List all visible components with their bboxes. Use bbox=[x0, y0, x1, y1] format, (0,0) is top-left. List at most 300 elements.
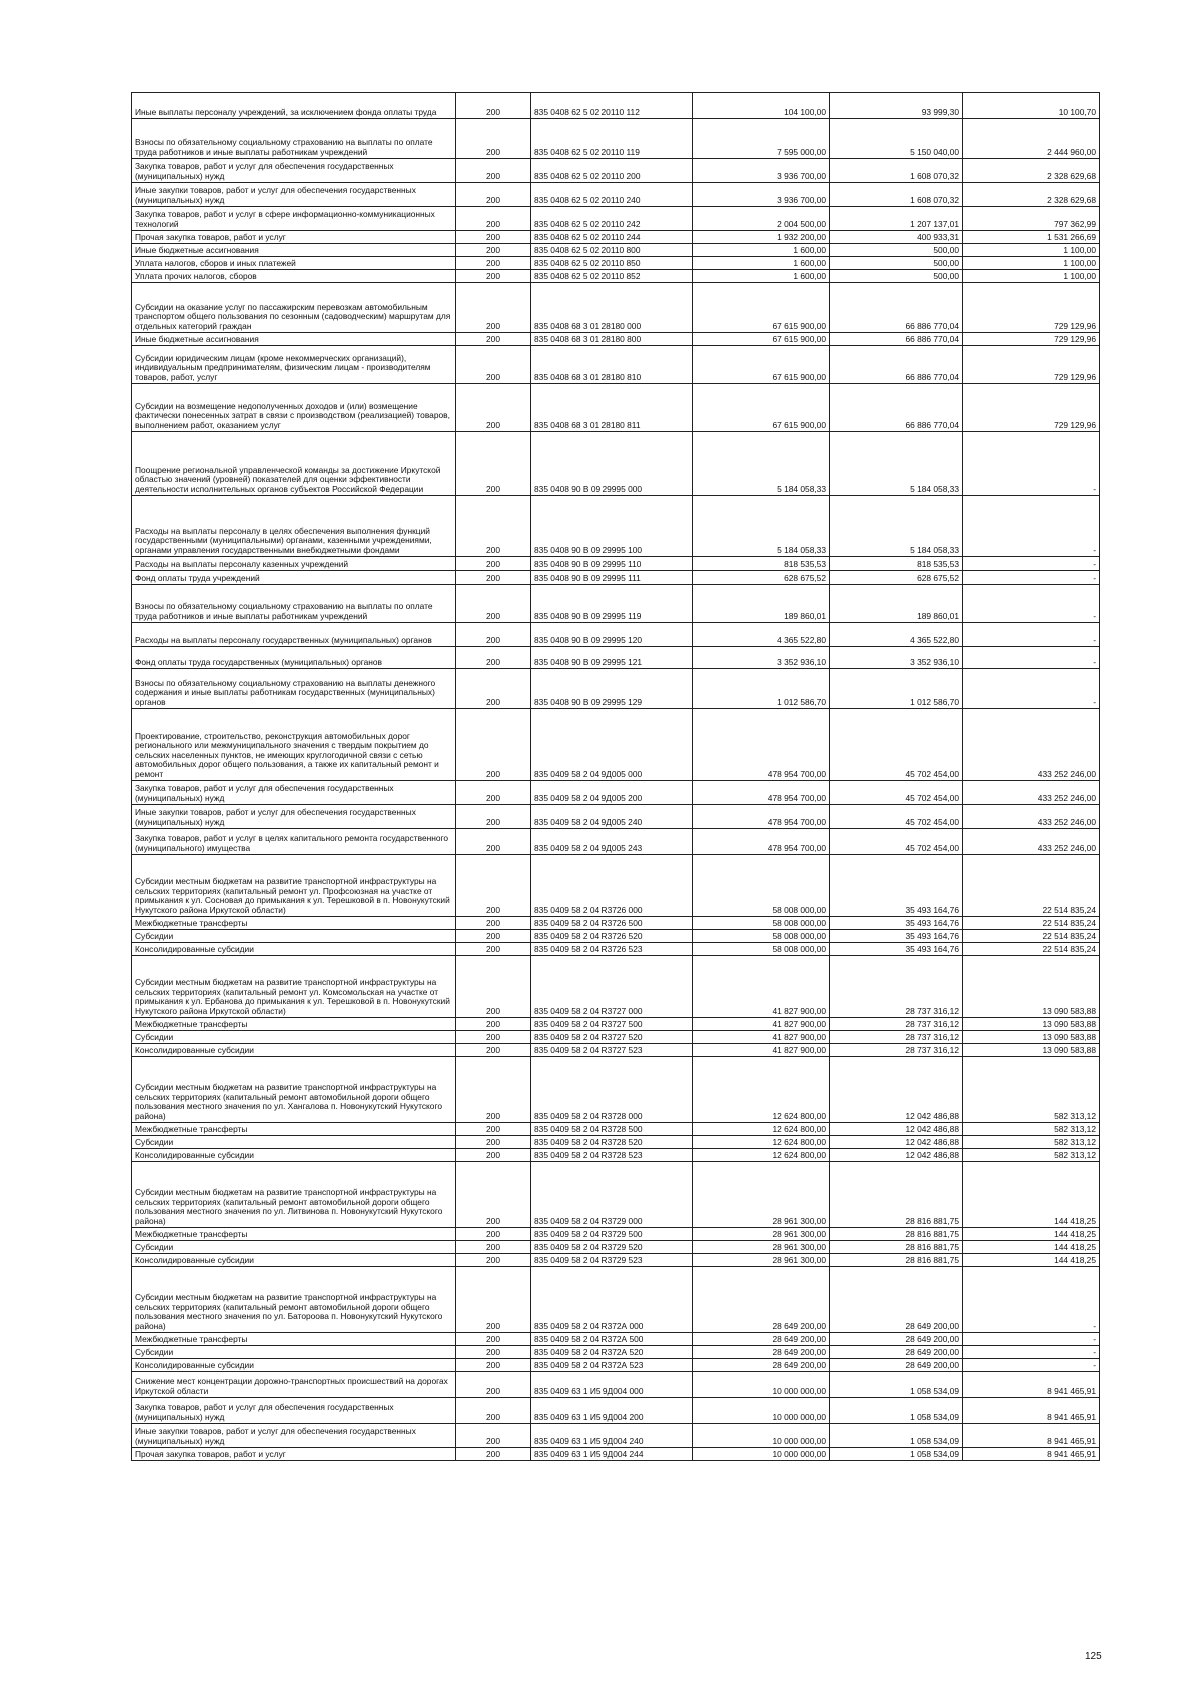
row-code-cell: 200 bbox=[456, 384, 531, 432]
row-planned-amount-cell: 4 365 522,80 bbox=[693, 623, 830, 647]
row-code-cell: 200 bbox=[456, 805, 531, 829]
row-unexecuted-amount-cell: 729 129,96 bbox=[963, 346, 1100, 384]
row-executed-amount-cell: 28 737 316,12 bbox=[830, 1018, 963, 1031]
table-row bbox=[132, 930, 1100, 943]
row-planned-amount-cell: 3 936 700,00 bbox=[693, 183, 830, 207]
row-name-cell: Субсидии bbox=[132, 930, 456, 943]
row-executed-amount-cell: 400 933,31 bbox=[830, 231, 963, 244]
table-row bbox=[132, 1057, 1100, 1123]
row-name-cell: Фонд оплаты труда учреждений bbox=[132, 571, 456, 585]
row-executed-amount-cell: 1 207 137,01 bbox=[830, 207, 963, 231]
row-unexecuted-amount-cell: 144 418,25 bbox=[963, 1241, 1100, 1254]
row-executed-amount-cell: 28 737 316,12 bbox=[830, 956, 963, 1018]
table-row bbox=[132, 623, 1100, 647]
row-executed-amount-cell: 12 042 486,88 bbox=[830, 1057, 963, 1123]
row-planned-amount-cell: 28 649 200,00 bbox=[693, 1333, 830, 1346]
table-row bbox=[132, 943, 1100, 956]
row-unexecuted-amount-cell: - bbox=[963, 623, 1100, 647]
row-kbk-cell: 835 0408 68 3 01 28180 800 bbox=[531, 333, 693, 346]
row-planned-amount-cell: 3 352 936,10 bbox=[693, 647, 830, 669]
table-row bbox=[132, 1346, 1100, 1359]
row-name-cell: Прочая закупка товаров, работ и услуг bbox=[132, 1448, 456, 1461]
row-name-cell: Уплата налогов, сборов и иных платежей bbox=[132, 257, 456, 270]
row-code-cell: 200 bbox=[456, 647, 531, 669]
row-planned-amount-cell: 10 000 000,00 bbox=[693, 1448, 830, 1461]
row-unexecuted-amount-cell: 433 252 246,00 bbox=[963, 709, 1100, 781]
row-executed-amount-cell: 1 012 586,70 bbox=[830, 669, 963, 709]
table-row bbox=[132, 1228, 1100, 1241]
table-row bbox=[132, 781, 1100, 805]
row-name-cell: Иные бюджетные ассигнования bbox=[132, 244, 456, 257]
table-row bbox=[132, 709, 1100, 781]
row-kbk-cell: 835 0408 62 5 02 20110 244 bbox=[531, 231, 693, 244]
table-row bbox=[132, 571, 1100, 585]
row-code-cell: 200 bbox=[456, 244, 531, 257]
row-kbk-cell: 835 0408 62 5 02 20110 112 bbox=[531, 93, 693, 119]
row-executed-amount-cell: 28 816 881,75 bbox=[830, 1254, 963, 1267]
row-kbk-cell: 835 0409 58 2 04 9Д005 243 bbox=[531, 829, 693, 855]
row-name-cell: Консолидированные субсидии bbox=[132, 1254, 456, 1267]
row-unexecuted-amount-cell: 22 514 835,24 bbox=[963, 930, 1100, 943]
row-executed-amount-cell: 28 649 200,00 bbox=[830, 1267, 963, 1333]
row-planned-amount-cell: 41 827 900,00 bbox=[693, 1018, 830, 1031]
row-kbk-cell: 835 0408 90 В 09 29995 110 bbox=[531, 557, 693, 571]
row-kbk-cell: 835 0409 58 2 04 R3727 500 bbox=[531, 1018, 693, 1031]
row-unexecuted-amount-cell: 144 418,25 bbox=[963, 1162, 1100, 1228]
row-unexecuted-amount-cell: 2 328 629,68 bbox=[963, 159, 1100, 183]
row-code-cell: 200 bbox=[456, 1149, 531, 1162]
row-executed-amount-cell: 45 702 454,00 bbox=[830, 709, 963, 781]
row-unexecuted-amount-cell: 8 941 465,91 bbox=[963, 1398, 1100, 1424]
row-executed-amount-cell: 818 535,53 bbox=[830, 557, 963, 571]
table-row bbox=[132, 346, 1100, 384]
row-executed-amount-cell: 12 042 486,88 bbox=[830, 1136, 963, 1149]
row-planned-amount-cell: 28 649 200,00 bbox=[693, 1267, 830, 1333]
row-code-cell: 200 bbox=[456, 432, 531, 496]
row-planned-amount-cell: 478 954 700,00 bbox=[693, 709, 830, 781]
row-planned-amount-cell: 10 000 000,00 bbox=[693, 1424, 830, 1448]
row-unexecuted-amount-cell: 8 941 465,91 bbox=[963, 1448, 1100, 1461]
row-name-cell: Взносы по обязательному социальному страхованию на выплаты по оплате труда работников и иные выплаты работникам учреждений bbox=[132, 119, 456, 159]
row-unexecuted-amount-cell: - bbox=[963, 496, 1100, 557]
table-row bbox=[132, 1018, 1100, 1031]
row-kbk-cell: 835 0409 58 2 04 R3729 520 bbox=[531, 1241, 693, 1254]
row-name-cell: Межбюджетные трансферты bbox=[132, 1123, 456, 1136]
row-kbk-cell: 835 0409 58 2 04 R3728 520 bbox=[531, 1136, 693, 1149]
row-name-cell: Субсидии bbox=[132, 1136, 456, 1149]
row-planned-amount-cell: 28 961 300,00 bbox=[693, 1162, 830, 1228]
table-row bbox=[132, 496, 1100, 557]
row-planned-amount-cell: 58 008 000,00 bbox=[693, 930, 830, 943]
row-name-cell: Закупка товаров, работ и услуг в сфере информационно-коммуникационных технологий bbox=[132, 207, 456, 231]
row-name-cell: Иные выплаты персоналу учреждений, за исключением фонда оплаты труда bbox=[132, 93, 456, 119]
row-executed-amount-cell: 35 493 164,76 bbox=[830, 855, 963, 917]
row-unexecuted-amount-cell: 729 129,96 bbox=[963, 333, 1100, 346]
budget-table-body bbox=[132, 93, 1100, 1461]
table-row bbox=[132, 1424, 1100, 1448]
row-name-cell: Консолидированные субсидии bbox=[132, 1044, 456, 1057]
row-code-cell: 200 bbox=[456, 829, 531, 855]
row-kbk-cell: 835 0408 68 3 01 28180 811 bbox=[531, 384, 693, 432]
row-code-cell: 200 bbox=[456, 270, 531, 283]
row-executed-amount-cell: 28 649 200,00 bbox=[830, 1333, 963, 1346]
row-code-cell: 200 bbox=[456, 1057, 531, 1123]
row-code-cell: 200 bbox=[456, 119, 531, 159]
row-code-cell: 200 bbox=[456, 93, 531, 119]
row-unexecuted-amount-cell: - bbox=[963, 1267, 1100, 1333]
row-executed-amount-cell: 189 860,01 bbox=[830, 585, 963, 623]
row-executed-amount-cell: 500,00 bbox=[830, 257, 963, 270]
row-code-cell: 200 bbox=[456, 956, 531, 1018]
row-code-cell: 200 bbox=[456, 231, 531, 244]
row-planned-amount-cell: 10 000 000,00 bbox=[693, 1398, 830, 1424]
row-planned-amount-cell: 478 954 700,00 bbox=[693, 829, 830, 855]
row-name-cell: Расходы на выплаты персоналу в целях обеспечения выполнения функций государственными (муниципальными) органами, казенными учреждениями, органами управления государственными внебюджетными фондами bbox=[132, 496, 456, 557]
table-row bbox=[132, 1123, 1100, 1136]
row-unexecuted-amount-cell: 1 100,00 bbox=[963, 257, 1100, 270]
row-code-cell: 200 bbox=[456, 571, 531, 585]
row-code-cell: 200 bbox=[456, 930, 531, 943]
row-code-cell: 200 bbox=[456, 917, 531, 930]
row-kbk-cell: 835 0408 62 5 02 20110 800 bbox=[531, 244, 693, 257]
table-row bbox=[132, 557, 1100, 571]
table-row bbox=[132, 1359, 1100, 1372]
table-row bbox=[132, 855, 1100, 917]
row-name-cell: Межбюджетные трансферты bbox=[132, 1228, 456, 1241]
row-code-cell: 200 bbox=[456, 159, 531, 183]
row-name-cell: Субсидии на возмещение недополученных доходов и (или) возмещение фактически понесенных затрат в связи с производством (реализацией) товаров, выполнением работ, оказанием услуг bbox=[132, 384, 456, 432]
row-planned-amount-cell: 12 624 800,00 bbox=[693, 1149, 830, 1162]
row-unexecuted-amount-cell: 582 313,12 bbox=[963, 1149, 1100, 1162]
row-unexecuted-amount-cell: - bbox=[963, 1359, 1100, 1372]
row-kbk-cell: 835 0408 62 5 02 20110 119 bbox=[531, 119, 693, 159]
row-planned-amount-cell: 818 535,53 bbox=[693, 557, 830, 571]
row-planned-amount-cell: 28 961 300,00 bbox=[693, 1241, 830, 1254]
row-planned-amount-cell: 1 600,00 bbox=[693, 270, 830, 283]
table-row bbox=[132, 270, 1100, 283]
row-name-cell: Фонд оплаты труда государственных (муниципальных) органов bbox=[132, 647, 456, 669]
row-name-cell: Взносы по обязательному социальному страхованию на выплаты денежного содержания и иные выплаты работникам государственных (муниципальных) органов bbox=[132, 669, 456, 709]
row-name-cell: Поощрение региональной управленческой команды за достижение Иркутской областью значений (уровней) показателей для оценки эффективности деятельности исполнительных органов субъектов Российской Федерации bbox=[132, 432, 456, 496]
row-kbk-cell: 835 0409 58 2 04 R3726 523 bbox=[531, 943, 693, 956]
row-planned-amount-cell: 7 595 000,00 bbox=[693, 119, 830, 159]
row-executed-amount-cell: 500,00 bbox=[830, 244, 963, 257]
row-unexecuted-amount-cell: - bbox=[963, 571, 1100, 585]
row-name-cell: Иные закупки товаров, работ и услуг для обеспечения государственных (муниципальных) нужд bbox=[132, 805, 456, 829]
row-name-cell: Консолидированные субсидии bbox=[132, 1359, 456, 1372]
row-unexecuted-amount-cell: 582 313,12 bbox=[963, 1057, 1100, 1123]
row-name-cell: Взносы по обязательному социальному страхованию на выплаты по оплате труда работников и иные выплаты работникам учреждений bbox=[132, 585, 456, 623]
table-row bbox=[132, 1162, 1100, 1228]
row-executed-amount-cell: 28 737 316,12 bbox=[830, 1044, 963, 1057]
table-row bbox=[132, 207, 1100, 231]
table-row bbox=[132, 159, 1100, 183]
row-code-cell: 200 bbox=[456, 1044, 531, 1057]
row-code-cell: 200 bbox=[456, 943, 531, 956]
row-unexecuted-amount-cell: 13 090 583,88 bbox=[963, 1018, 1100, 1031]
row-name-cell: Субсидии юридическим лицам (кроме некоммерческих организаций), индивидуальным предпринимателям, физическим лицам - производителям товаров, работ, услуг bbox=[132, 346, 456, 384]
row-planned-amount-cell: 478 954 700,00 bbox=[693, 781, 830, 805]
row-kbk-cell: 835 0409 58 2 04 R3726 520 bbox=[531, 930, 693, 943]
row-planned-amount-cell: 10 000 000,00 bbox=[693, 1372, 830, 1398]
row-planned-amount-cell: 104 100,00 bbox=[693, 93, 830, 119]
row-unexecuted-amount-cell: 13 090 583,88 bbox=[963, 1031, 1100, 1044]
row-unexecuted-amount-cell: 1 100,00 bbox=[963, 244, 1100, 257]
row-name-cell: Субсидии bbox=[132, 1241, 456, 1254]
row-kbk-cell: 835 0409 58 2 04 R372А 520 bbox=[531, 1346, 693, 1359]
row-name-cell: Проектирование, строительство, реконструкция автомобильных дорог регионального или межмуниципального значения с твердым покрытием до сельских населенных пунктов, не имеющих круглогодичной связи с сетью автомобильных дорог общего пользования, а также их капитальный ремонт и ремонт bbox=[132, 709, 456, 781]
row-code-cell: 200 bbox=[456, 1372, 531, 1398]
row-name-cell: Субсидии местным бюджетам на развитие транспортной инфраструктуры на сельских территориях (капитальный ремонт ул. Комсомольская на участке от примыкания к ул. Ербанова до примыкания к ул. Терешковой в п. Новонукутский Нукутского района Иркутской области) bbox=[132, 956, 456, 1018]
row-kbk-cell: 835 0409 58 2 04 R3729 000 bbox=[531, 1162, 693, 1228]
table-row bbox=[132, 283, 1100, 333]
row-planned-amount-cell: 67 615 900,00 bbox=[693, 333, 830, 346]
row-executed-amount-cell: 1 608 070,32 bbox=[830, 159, 963, 183]
row-name-cell: Иные закупки товаров, работ и услуг для обеспечения государственных (муниципальных) нужд bbox=[132, 1424, 456, 1448]
row-kbk-cell: 835 0409 58 2 04 R372А 500 bbox=[531, 1333, 693, 1346]
row-executed-amount-cell: 1 058 534,09 bbox=[830, 1424, 963, 1448]
row-unexecuted-amount-cell: 8 941 465,91 bbox=[963, 1424, 1100, 1448]
row-code-cell: 200 bbox=[456, 1346, 531, 1359]
row-executed-amount-cell: 3 352 936,10 bbox=[830, 647, 963, 669]
row-unexecuted-amount-cell: - bbox=[963, 1346, 1100, 1359]
table-row bbox=[132, 647, 1100, 669]
row-executed-amount-cell: 1 058 534,09 bbox=[830, 1372, 963, 1398]
row-name-cell: Иные закупки товаров, работ и услуг для обеспечения государственных (муниципальных) нужд bbox=[132, 183, 456, 207]
row-executed-amount-cell: 12 042 486,88 bbox=[830, 1123, 963, 1136]
row-code-cell: 200 bbox=[456, 669, 531, 709]
table-row bbox=[132, 1398, 1100, 1424]
row-executed-amount-cell: 28 737 316,12 bbox=[830, 1031, 963, 1044]
table-row bbox=[132, 93, 1100, 119]
row-kbk-cell: 835 0409 58 2 04 R3726 500 bbox=[531, 917, 693, 930]
table-row bbox=[132, 585, 1100, 623]
row-unexecuted-amount-cell: - bbox=[963, 557, 1100, 571]
table-row bbox=[132, 183, 1100, 207]
row-kbk-cell: 835 0409 58 2 04 R3726 000 bbox=[531, 855, 693, 917]
table-row bbox=[132, 956, 1100, 1018]
row-kbk-cell: 835 0409 63 1 И5 9Д004 244 bbox=[531, 1448, 693, 1461]
table-row bbox=[132, 1448, 1100, 1461]
row-kbk-cell: 835 0409 58 2 04 R372А 000 bbox=[531, 1267, 693, 1333]
row-planned-amount-cell: 28 649 200,00 bbox=[693, 1359, 830, 1372]
row-name-cell: Субсидии на оказание услуг по пассажирским перевозкам автомобильным транспортом общего пользования по сезонным (садоводческим) маршрутам для отдельных категорий граждан bbox=[132, 283, 456, 333]
row-executed-amount-cell: 1 058 534,09 bbox=[830, 1398, 963, 1424]
row-code-cell: 200 bbox=[456, 623, 531, 647]
table-row bbox=[132, 231, 1100, 244]
row-kbk-cell: 835 0408 90 В 09 29995 119 bbox=[531, 585, 693, 623]
table-row bbox=[132, 257, 1100, 270]
row-kbk-cell: 835 0409 63 1 И5 9Д004 000 bbox=[531, 1372, 693, 1398]
row-kbk-cell: 835 0408 90 В 09 29995 100 bbox=[531, 496, 693, 557]
row-planned-amount-cell: 28 961 300,00 bbox=[693, 1228, 830, 1241]
row-name-cell: Межбюджетные трансферты bbox=[132, 1333, 456, 1346]
row-planned-amount-cell: 58 008 000,00 bbox=[693, 943, 830, 956]
row-unexecuted-amount-cell: 22 514 835,24 bbox=[963, 943, 1100, 956]
row-executed-amount-cell: 1 058 534,09 bbox=[830, 1448, 963, 1461]
row-unexecuted-amount-cell: 22 514 835,24 bbox=[963, 855, 1100, 917]
row-name-cell: Иные бюджетные ассигнования bbox=[132, 333, 456, 346]
row-kbk-cell: 835 0409 58 2 04 R3727 000 bbox=[531, 956, 693, 1018]
row-kbk-cell: 835 0409 58 2 04 R3728 500 bbox=[531, 1123, 693, 1136]
table-row bbox=[132, 917, 1100, 930]
row-code-cell: 200 bbox=[456, 709, 531, 781]
row-executed-amount-cell: 500,00 bbox=[830, 270, 963, 283]
row-executed-amount-cell: 35 493 164,76 bbox=[830, 930, 963, 943]
row-kbk-cell: 835 0409 58 2 04 R3727 520 bbox=[531, 1031, 693, 1044]
row-unexecuted-amount-cell: 797 362,99 bbox=[963, 207, 1100, 231]
row-code-cell: 200 bbox=[456, 1448, 531, 1461]
row-name-cell: Расходы на выплаты персоналу казенных учреждений bbox=[132, 557, 456, 571]
row-planned-amount-cell: 67 615 900,00 bbox=[693, 283, 830, 333]
row-planned-amount-cell: 41 827 900,00 bbox=[693, 1031, 830, 1044]
row-planned-amount-cell: 41 827 900,00 bbox=[693, 956, 830, 1018]
row-unexecuted-amount-cell: 2 328 629,68 bbox=[963, 183, 1100, 207]
row-name-cell: Расходы на выплаты персоналу государственных (муниципальных) органов bbox=[132, 623, 456, 647]
row-name-cell: Субсидии местным бюджетам на развитие транспортной инфраструктуры на сельских территориях (капитальный ремонт ул. Профсоюзная на участке от примыкания к ул. Сосновая до примыкания к ул. Терешковой в п. Новонукутский Нукутского района Иркутской области) bbox=[132, 855, 456, 917]
row-unexecuted-amount-cell: 13 090 583,88 bbox=[963, 956, 1100, 1018]
row-name-cell: Прочая закупка товаров, работ и услуг bbox=[132, 231, 456, 244]
table-row bbox=[132, 1136, 1100, 1149]
row-unexecuted-amount-cell: 433 252 246,00 bbox=[963, 829, 1100, 855]
row-kbk-cell: 835 0409 63 1 И5 9Д004 200 bbox=[531, 1398, 693, 1424]
row-unexecuted-amount-cell: 144 418,25 bbox=[963, 1254, 1100, 1267]
row-kbk-cell: 835 0409 58 2 04 R3728 000 bbox=[531, 1057, 693, 1123]
row-code-cell: 200 bbox=[456, 1031, 531, 1044]
row-code-cell: 200 bbox=[456, 557, 531, 571]
row-kbk-cell: 835 0408 62 5 02 20110 850 bbox=[531, 257, 693, 270]
row-planned-amount-cell: 2 004 500,00 bbox=[693, 207, 830, 231]
row-code-cell: 200 bbox=[456, 346, 531, 384]
row-planned-amount-cell: 478 954 700,00 bbox=[693, 805, 830, 829]
row-planned-amount-cell: 5 184 058,33 bbox=[693, 432, 830, 496]
row-code-cell: 200 bbox=[456, 1254, 531, 1267]
row-code-cell: 200 bbox=[456, 855, 531, 917]
row-kbk-cell: 835 0408 90 В 09 29995 120 bbox=[531, 623, 693, 647]
row-unexecuted-amount-cell: - bbox=[963, 432, 1100, 496]
row-kbk-cell: 835 0409 58 2 04 R3727 523 bbox=[531, 1044, 693, 1057]
table-row bbox=[132, 432, 1100, 496]
row-executed-amount-cell: 28 649 200,00 bbox=[830, 1359, 963, 1372]
row-code-cell: 200 bbox=[456, 1136, 531, 1149]
row-name-cell: Субсидии местным бюджетам на развитие транспортной инфраструктуры на сельских территориях (капитальный ремонт автомобильной дороги общего пользования местного значения по ул. Батороова п. Новонукутский Нукутского района) bbox=[132, 1267, 456, 1333]
row-planned-amount-cell: 12 624 800,00 bbox=[693, 1136, 830, 1149]
row-executed-amount-cell: 35 493 164,76 bbox=[830, 917, 963, 930]
row-code-cell: 200 bbox=[456, 257, 531, 270]
table-row bbox=[132, 1333, 1100, 1346]
row-code-cell: 200 bbox=[456, 1241, 531, 1254]
row-executed-amount-cell: 66 886 770,04 bbox=[830, 346, 963, 384]
row-planned-amount-cell: 189 860,01 bbox=[693, 585, 830, 623]
row-executed-amount-cell: 5 184 058,33 bbox=[830, 496, 963, 557]
row-unexecuted-amount-cell: 10 100,70 bbox=[963, 93, 1100, 119]
budget-table bbox=[131, 92, 1100, 1461]
row-code-cell: 200 bbox=[456, 1018, 531, 1031]
table-row bbox=[132, 384, 1100, 432]
row-name-cell: Снижение мест концентрации дорожно-транспортных происшествий на дорогах Иркутской области bbox=[132, 1372, 456, 1398]
row-name-cell: Закупка товаров, работ и услуг в целях капитального ремонта государственного (муниципального) имущества bbox=[132, 829, 456, 855]
row-kbk-cell: 835 0409 58 2 04 R3729 523 bbox=[531, 1254, 693, 1267]
row-planned-amount-cell: 67 615 900,00 bbox=[693, 384, 830, 432]
row-name-cell: Субсидии bbox=[132, 1031, 456, 1044]
row-unexecuted-amount-cell: 1 100,00 bbox=[963, 270, 1100, 283]
row-unexecuted-amount-cell: - bbox=[963, 585, 1100, 623]
row-executed-amount-cell: 628 675,52 bbox=[830, 571, 963, 585]
row-executed-amount-cell: 66 886 770,04 bbox=[830, 333, 963, 346]
row-executed-amount-cell: 28 816 881,75 bbox=[830, 1162, 963, 1228]
row-name-cell: Закупка товаров, работ и услуг для обеспечения государственных (муниципальных) нужд bbox=[132, 159, 456, 183]
table-row bbox=[132, 1267, 1100, 1333]
row-kbk-cell: 835 0408 68 3 01 28180 000 bbox=[531, 283, 693, 333]
row-planned-amount-cell: 67 615 900,00 bbox=[693, 346, 830, 384]
row-kbk-cell: 835 0408 62 5 02 20110 240 bbox=[531, 183, 693, 207]
row-code-cell: 200 bbox=[456, 333, 531, 346]
row-kbk-cell: 835 0408 90 В 09 29995 129 bbox=[531, 669, 693, 709]
row-planned-amount-cell: 1 600,00 bbox=[693, 244, 830, 257]
row-unexecuted-amount-cell: 2 444 960,00 bbox=[963, 119, 1100, 159]
table-row bbox=[132, 333, 1100, 346]
row-executed-amount-cell: 45 702 454,00 bbox=[830, 781, 963, 805]
row-unexecuted-amount-cell: 1 531 266,69 bbox=[963, 231, 1100, 244]
row-executed-amount-cell: 45 702 454,00 bbox=[830, 829, 963, 855]
row-planned-amount-cell: 12 624 800,00 bbox=[693, 1057, 830, 1123]
row-executed-amount-cell: 45 702 454,00 bbox=[830, 805, 963, 829]
row-unexecuted-amount-cell: 144 418,25 bbox=[963, 1228, 1100, 1241]
row-kbk-cell: 835 0409 63 1 И5 9Д004 240 bbox=[531, 1424, 693, 1448]
row-kbk-cell: 835 0408 62 5 02 20110 242 bbox=[531, 207, 693, 231]
table-row bbox=[132, 1241, 1100, 1254]
row-kbk-cell: 835 0409 58 2 04 R372А 523 bbox=[531, 1359, 693, 1372]
row-unexecuted-amount-cell: 22 514 835,24 bbox=[963, 917, 1100, 930]
row-kbk-cell: 835 0408 90 В 09 29995 121 bbox=[531, 647, 693, 669]
row-code-cell: 200 bbox=[456, 1228, 531, 1241]
row-planned-amount-cell: 28 961 300,00 bbox=[693, 1254, 830, 1267]
row-name-cell: Межбюджетные трансферты bbox=[132, 1018, 456, 1031]
row-executed-amount-cell: 5 184 058,33 bbox=[830, 432, 963, 496]
row-name-cell: Консолидированные субсидии bbox=[132, 1149, 456, 1162]
row-name-cell: Консолидированные субсидии bbox=[132, 943, 456, 956]
row-kbk-cell: 835 0408 90 В 09 29995 111 bbox=[531, 571, 693, 585]
row-unexecuted-amount-cell: 582 313,12 bbox=[963, 1136, 1100, 1149]
row-executed-amount-cell: 28 816 881,75 bbox=[830, 1228, 963, 1241]
row-code-cell: 200 bbox=[456, 1333, 531, 1346]
row-kbk-cell: 835 0409 58 2 04 9Д005 000 bbox=[531, 709, 693, 781]
row-name-cell: Уплата прочих налогов, сборов bbox=[132, 270, 456, 283]
row-kbk-cell: 835 0408 62 5 02 20110 852 bbox=[531, 270, 693, 283]
row-code-cell: 200 bbox=[456, 496, 531, 557]
row-unexecuted-amount-cell: 729 129,96 bbox=[963, 283, 1100, 333]
row-kbk-cell: 835 0408 90 В 09 29995 000 bbox=[531, 432, 693, 496]
row-unexecuted-amount-cell: 582 313,12 bbox=[963, 1123, 1100, 1136]
row-code-cell: 200 bbox=[456, 1424, 531, 1448]
row-unexecuted-amount-cell: 13 090 583,88 bbox=[963, 1044, 1100, 1057]
row-unexecuted-amount-cell: - bbox=[963, 669, 1100, 709]
row-unexecuted-amount-cell: - bbox=[963, 647, 1100, 669]
row-kbk-cell: 835 0409 58 2 04 R3728 523 bbox=[531, 1149, 693, 1162]
row-planned-amount-cell: 3 936 700,00 bbox=[693, 159, 830, 183]
row-unexecuted-amount-cell: 433 252 246,00 bbox=[963, 805, 1100, 829]
row-executed-amount-cell: 12 042 486,88 bbox=[830, 1149, 963, 1162]
row-code-cell: 200 bbox=[456, 781, 531, 805]
row-kbk-cell: 835 0409 58 2 04 9Д005 200 bbox=[531, 781, 693, 805]
row-kbk-cell: 835 0409 58 2 04 9Д005 240 bbox=[531, 805, 693, 829]
row-executed-amount-cell: 66 886 770,04 bbox=[830, 283, 963, 333]
table-row bbox=[132, 829, 1100, 855]
row-executed-amount-cell: 1 608 070,32 bbox=[830, 183, 963, 207]
row-executed-amount-cell: 66 886 770,04 bbox=[830, 384, 963, 432]
row-planned-amount-cell: 41 827 900,00 bbox=[693, 1044, 830, 1057]
row-kbk-cell: 835 0408 62 5 02 20110 200 bbox=[531, 159, 693, 183]
